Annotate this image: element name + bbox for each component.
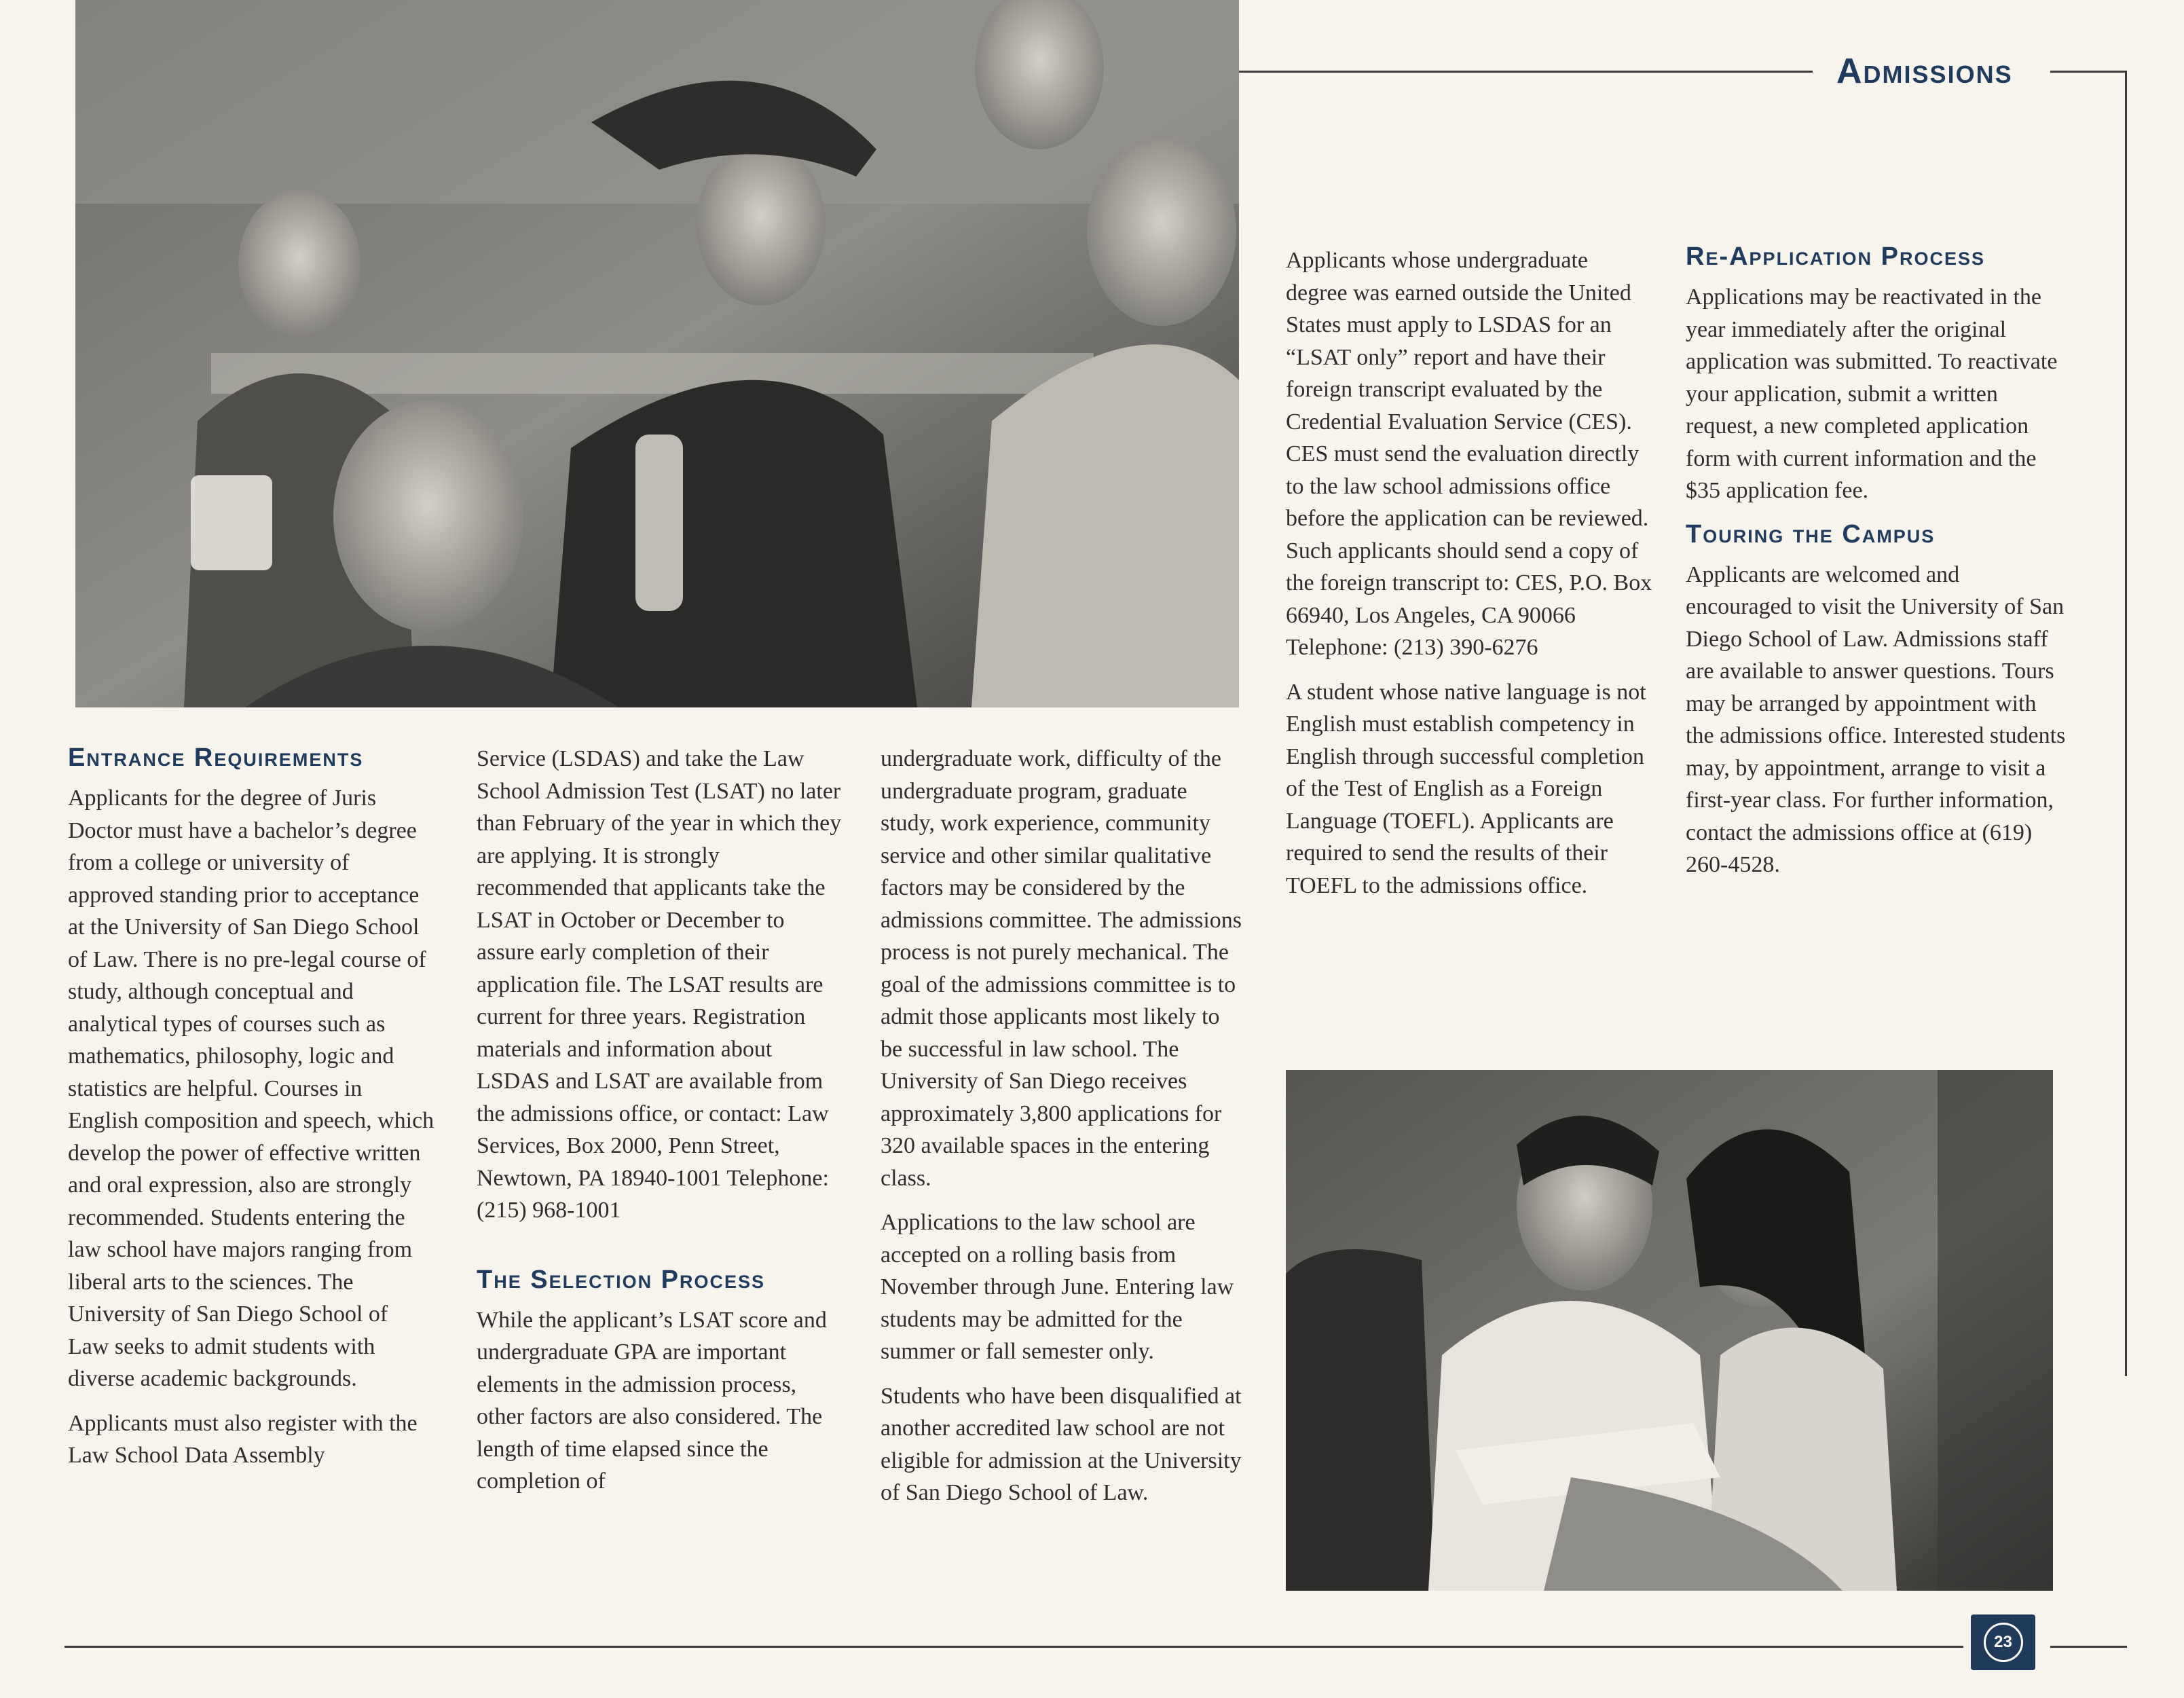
header-rule bbox=[1239, 71, 1813, 73]
page-number: 23 bbox=[1994, 1633, 2012, 1651]
paragraph: While the applicant’s LSAT score and undergraduate GPA are important elements in the admission process, other factors are also considered. The length of time elapsed since the completion of bbox=[477, 1307, 827, 1494]
section-heading-reapplication: Re-Application Process bbox=[1686, 242, 1985, 271]
page-number-ring bbox=[1984, 1623, 2023, 1662]
classroom-photo-image bbox=[75, 0, 1239, 707]
paragraph: Applications to the law school are accepted on a rolling basis from November through June. Entering law students may be admitted for the summer or fall semester only. bbox=[881, 1210, 1234, 1364]
column-entrance-requirements bbox=[68, 743, 434, 1484]
column-lsdas-selection bbox=[477, 743, 843, 1510]
paragraph: Applicants are welcomed and encouraged to visit the University of San Diego School of Law. Admissions staff are available to answer questions. Tours may be arranged by appointment with the admissions office. Interested students may, by appointment, arrange to visit a first-year class. For further information, contact the admissions office at (619) 260-4528. bbox=[1686, 561, 2066, 877]
column-selection-continued bbox=[881, 743, 1247, 1521]
section-heading-selection-process: The Selection Process bbox=[477, 1265, 766, 1294]
paragraph: A student whose native language is not English must establish competency in English through successful completion of the Test of English as a Foreign Language (TOEFL). Applicants are required to send the results of their TOEFL to the admissions office. bbox=[1286, 679, 1646, 898]
column-reapplication-touring bbox=[1686, 242, 2066, 893]
paragraph: Applicants whose undergraduate degree was earned outside the United States must apply to LSDAS for an “LSAT only” report and have their foreign transcript evaluated by the Credential Evaluation Service (CES). CES must send the evaluation directly to the law school admissions office before the application can be reviewed. Such applicants should send a copy of the foreign transcript to: CES, P.O. Box 66940, Los Angeles, CA 90066 Telephone: (213) 390-6276 bbox=[1286, 248, 1652, 660]
footer-rule bbox=[64, 1646, 1963, 1648]
classroom-photo bbox=[75, 0, 1239, 707]
paragraph: undergraduate work, difficulty of the undergraduate program, graduate study, work experience, community service and other similar qualitative factors may be considered by the admissions committee. The admissions process is not purely mechanical. The goal of the admissions committee is to admit those applicants most likely to be successful in law school. The University of San Diego receives approximately 3,800 applications for 320 available spaces in the entering class. bbox=[881, 746, 1242, 1191]
students-studying-photo bbox=[1286, 1070, 2053, 1591]
section-heading-entrance-requirements: Entrance Requirements bbox=[68, 743, 364, 772]
section-heading-touring: Touring the Campus bbox=[1686, 519, 1936, 549]
spacer bbox=[477, 1239, 843, 1265]
students-studying-photo-image bbox=[1286, 1070, 2053, 1591]
column-foreign-applicants bbox=[1286, 244, 1652, 914]
footer-rule-right bbox=[2050, 1646, 2127, 1648]
paragraph: Students who have been disqualified at another accredited law school are not eligible for admission at the University of San Diego School of Law. bbox=[881, 1383, 1242, 1505]
header-rule-right bbox=[2050, 71, 2126, 73]
page-number-badge bbox=[1971, 1614, 2035, 1670]
paragraph: Applicants for the degree of Juris Doctor must have a bachelor’s degree from a college or university of approved standing prior to acceptance at the University of San Diego School of Law. There is no pre-legal course of study, although conceptual and analytical types of courses such as mathematics, philosophy, logic and statistics are helpful. Courses in English composition and speech, which develop the power of effective written and oral expression, also are strongly recommended. Students entering the law school have majors ranging from liberal arts to the sciences. The University of San Diego School of Law seeks to admit students with diverse academic backgrounds. bbox=[68, 786, 434, 1391]
right-border-rule bbox=[2125, 71, 2127, 1376]
page-title: Admissions bbox=[1836, 52, 2013, 91]
paragraph: Service (LSDAS) and take the Law School Admission Test (LSAT) no later than February of the year in which they are applying. It is strongly recommended that applicants take the LSAT in October or December to assure early completion of their application file. The LSAT results are current for three years. Registration materials and information about LSDAS and LSAT are available from the admissions office, or contact: Law Services, Box 2000, Penn Street, Newtown, PA 18940-1001 Telephone: (215) 968-1001 bbox=[477, 746, 842, 1223]
paragraph: Applications may be reactivated in the year immediately after the original application was submitted. To reactivate your application, submit a written request, a new completed application form with current information and the $35 application fee. bbox=[1686, 284, 2058, 503]
paragraph: Applicants must also register with the Law School Data Assembly bbox=[68, 1410, 418, 1468]
